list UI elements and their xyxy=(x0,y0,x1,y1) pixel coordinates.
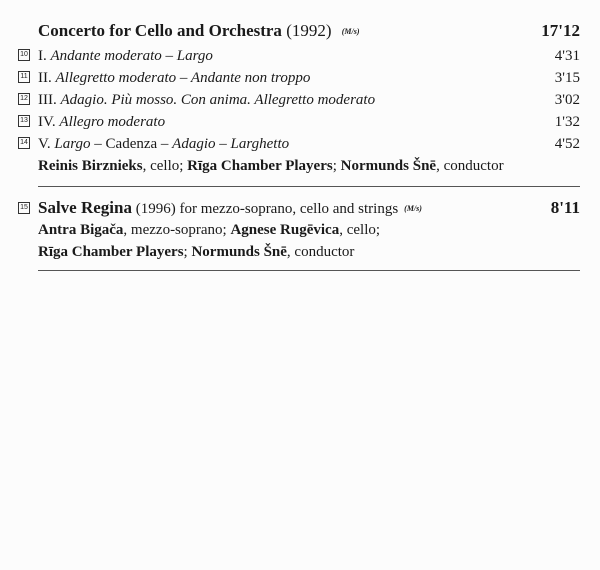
salve-performers-1 xyxy=(18,219,580,241)
track-number: 15 xyxy=(18,202,30,214)
track-row xyxy=(18,89,580,111)
salve-heading xyxy=(18,197,580,219)
performer-role: , cello; xyxy=(142,158,188,174)
track-duration: 3'02 xyxy=(554,92,580,108)
track-number: 14 xyxy=(18,137,30,149)
performer-name: Rīga Chamber Players xyxy=(38,244,184,260)
movement-numeral: V. xyxy=(38,136,51,152)
movement-title xyxy=(38,89,375,111)
divider xyxy=(38,270,580,271)
movement-title xyxy=(38,45,213,67)
performer-name: Normunds Šnē xyxy=(191,244,287,260)
movement-name-part: Adagio – Larghetto xyxy=(172,136,290,152)
salve-duration: 8'11 xyxy=(550,198,580,217)
track-duration: 1'32 xyxy=(554,114,580,130)
performer-name: Rīga Chamber Players xyxy=(187,158,333,174)
performers-line xyxy=(38,219,380,241)
movement-name: Allegro moderato xyxy=(59,114,166,130)
movement-numeral: II. xyxy=(38,70,52,86)
movement-name: Adagio. Più mosso. Con anima. Allegretto moderato xyxy=(60,92,376,108)
track-duration: 3'15 xyxy=(554,70,580,86)
performers-line xyxy=(38,241,354,263)
performer-role: , cello; xyxy=(339,222,381,238)
movement-name-part: – Cadenza – xyxy=(90,136,173,152)
track-row xyxy=(18,133,580,155)
track-number: 12 xyxy=(18,93,30,105)
concerto-total-duration: 17'12 xyxy=(541,21,580,40)
concerto-recording-mark: (M/s) xyxy=(341,27,360,36)
performer-role: , conductor xyxy=(286,244,355,260)
movement-numeral: IV. xyxy=(38,114,56,130)
performer-role: , conductor xyxy=(436,158,504,174)
concerto-performers xyxy=(18,155,580,177)
performers-line xyxy=(38,155,504,177)
movement-title xyxy=(38,133,289,155)
performer-name: Reinis Birznieks xyxy=(38,158,143,174)
track-row xyxy=(18,111,580,133)
movement-title xyxy=(38,67,310,89)
movement-name: Allegretto moderato – Andante non troppo xyxy=(55,70,311,86)
salve-recording-mark: (M/s) xyxy=(404,204,422,213)
track-duration: 4'31 xyxy=(554,48,580,64)
salve-subtitle: (1996) for mezzo-soprano, cello and strings xyxy=(131,201,399,217)
performer-name: Agnese Rugēvica xyxy=(230,222,340,238)
performer-name: Normunds Šnē xyxy=(340,158,437,174)
concerto-year: (1992) xyxy=(286,21,332,40)
salve-title-line xyxy=(38,197,422,220)
performer-role: ; xyxy=(332,158,341,174)
divider xyxy=(38,186,580,187)
concerto-title-line xyxy=(38,20,360,43)
track-number: 10 xyxy=(18,49,30,61)
movement-name-part: Largo xyxy=(54,136,91,152)
track-row xyxy=(18,45,580,67)
track-number: 11 xyxy=(18,71,30,83)
concerto-heading xyxy=(18,20,580,42)
performer-role: ; xyxy=(183,244,192,260)
movement-title xyxy=(38,111,165,133)
track-number: 13 xyxy=(18,115,30,127)
movement-name: Andante moderato – Largo xyxy=(50,48,213,64)
movement-numeral: III. xyxy=(38,92,57,108)
performer-name: Antra Bigača xyxy=(38,222,124,238)
salve-title: Salve Regina xyxy=(38,198,132,217)
performer-role: , mezzo-soprano; xyxy=(123,222,231,238)
track-duration: 4'52 xyxy=(554,136,580,152)
movement-numeral: I. xyxy=(38,48,47,64)
concerto-title: Concerto for Cello and Orchestra xyxy=(38,21,282,40)
track-row xyxy=(18,67,580,89)
salve-performers-2 xyxy=(18,241,580,263)
